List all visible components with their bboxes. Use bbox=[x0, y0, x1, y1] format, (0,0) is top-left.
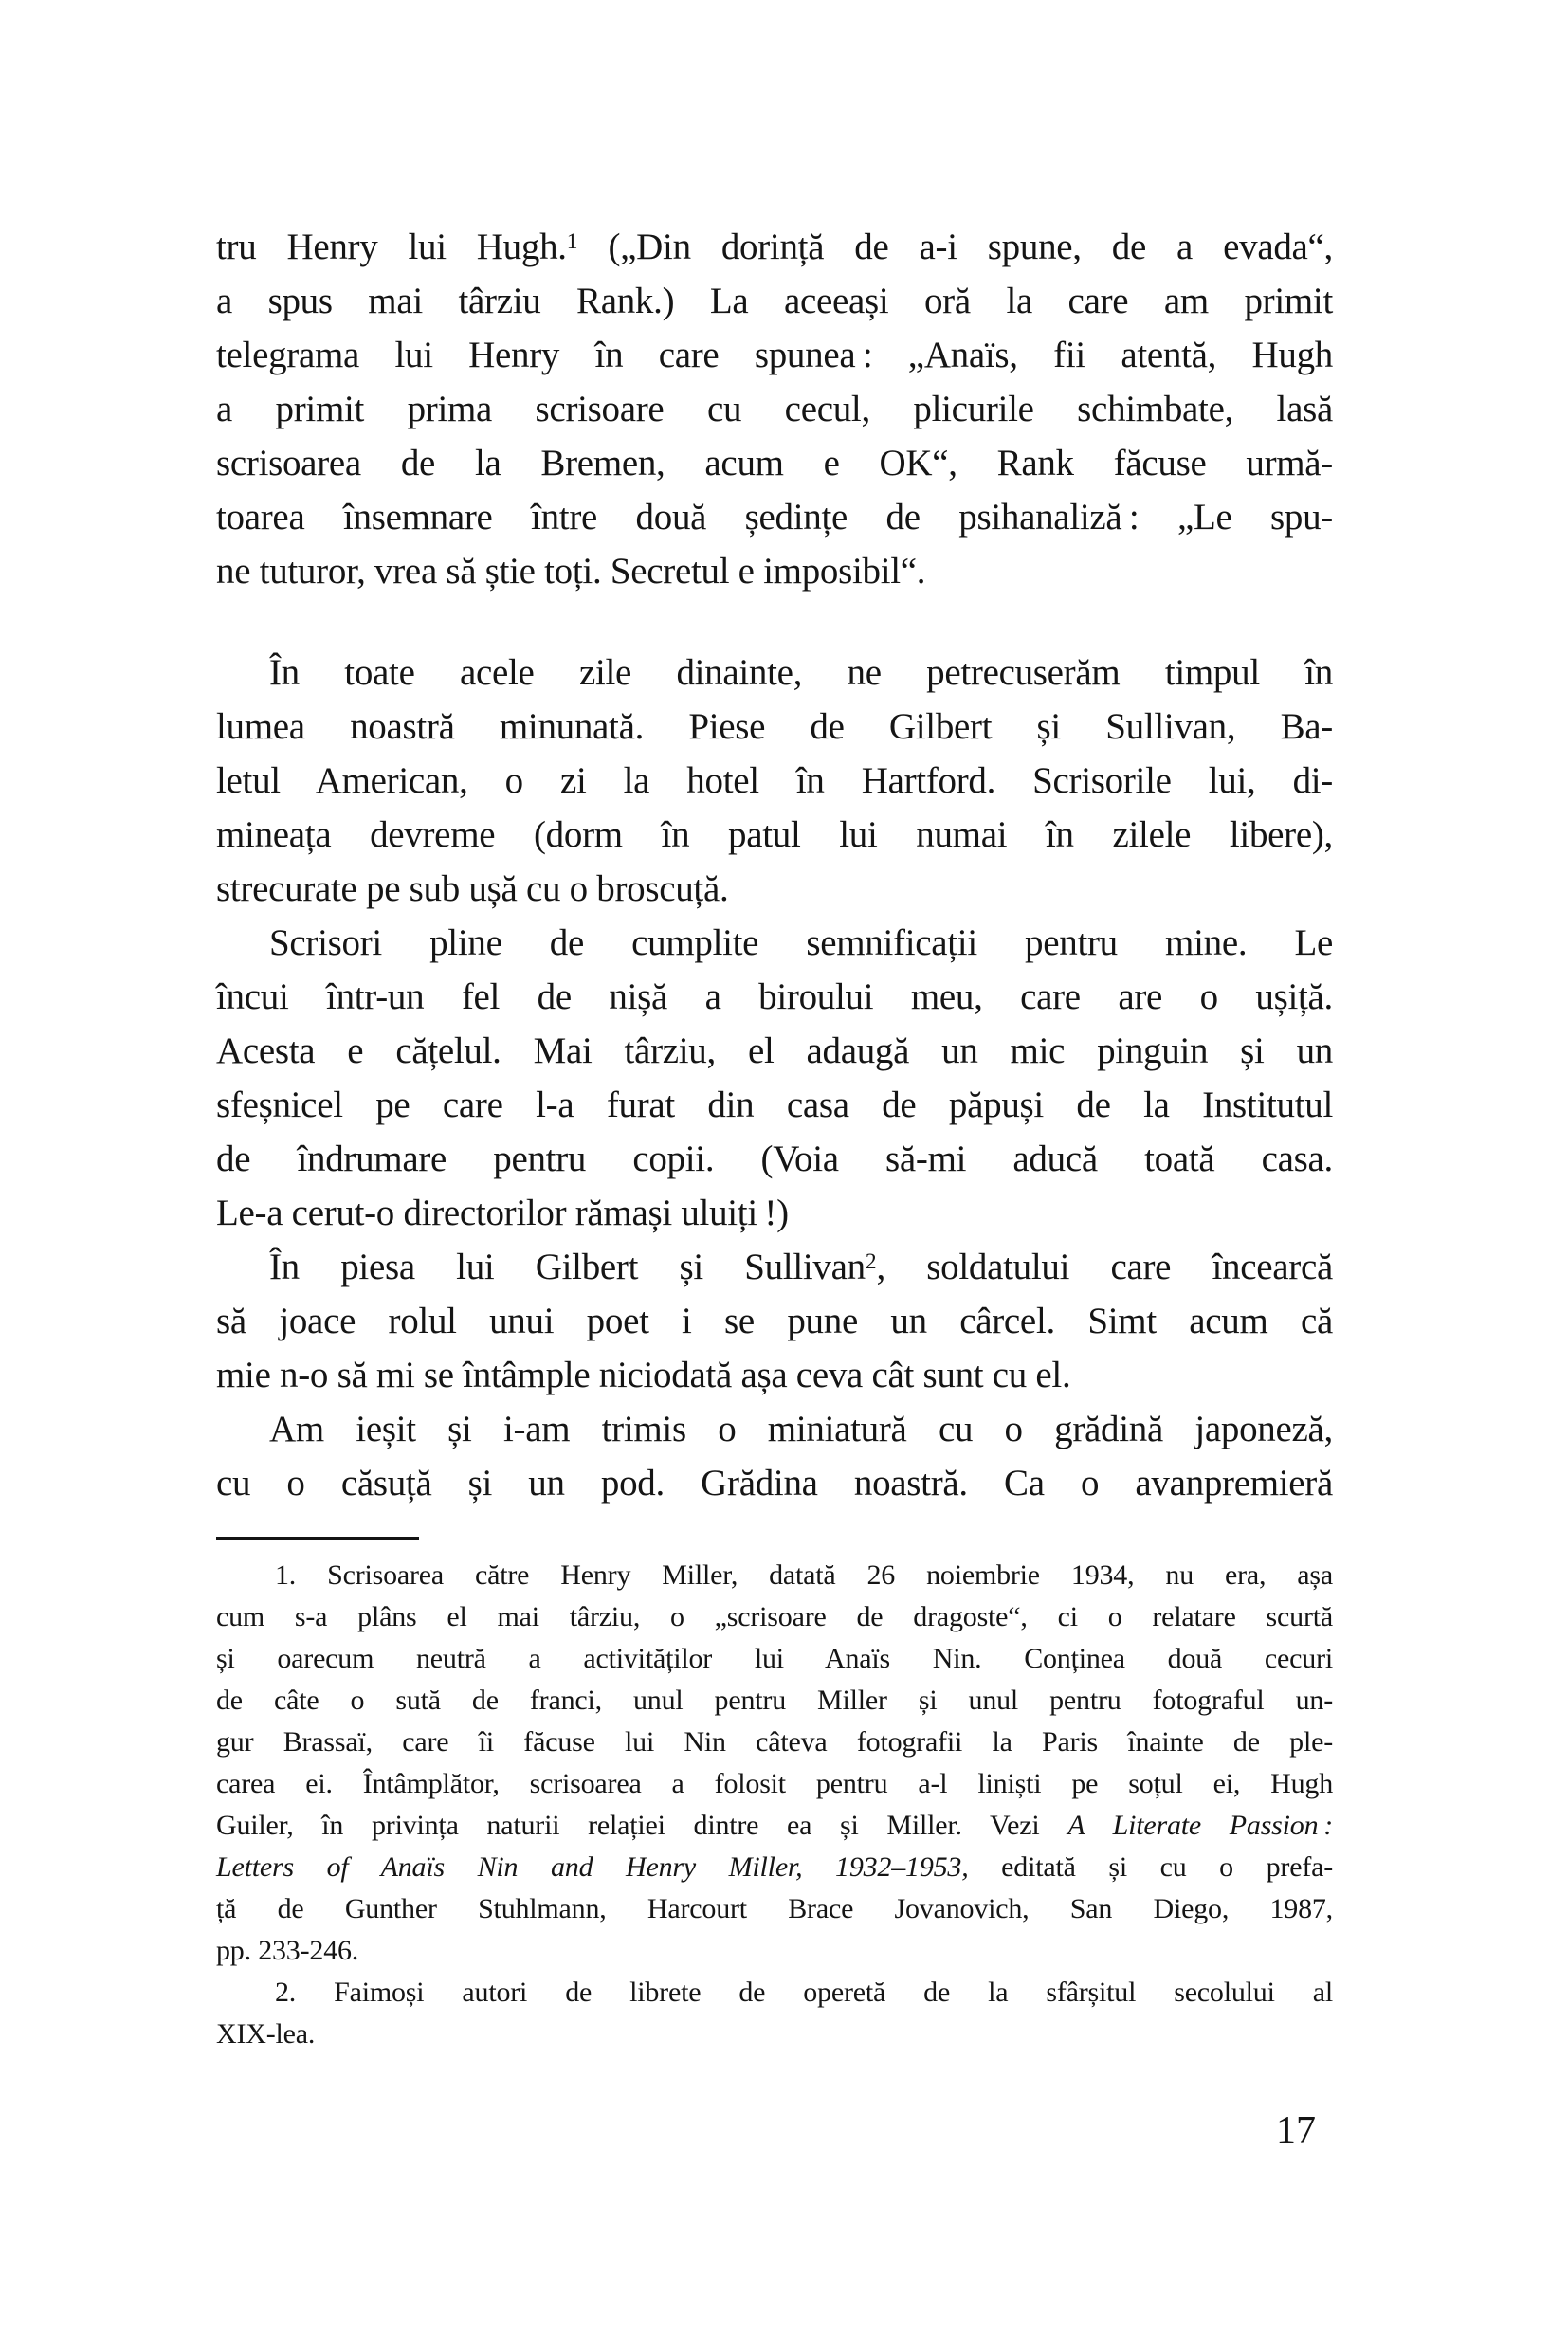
text-line bbox=[216, 490, 1333, 544]
text-segment: În toate acele zile dinainte, ne petrecuserăm timpul în bbox=[269, 652, 1333, 693]
footnote-marker: 2 bbox=[865, 1249, 877, 1275]
paragraph bbox=[216, 1402, 1333, 1510]
text-line bbox=[216, 1402, 1333, 1456]
text-segment: Guiler, în privința naturii relației dintre ea și Miller. Vezi bbox=[216, 1810, 1068, 1841]
page-number: 17 bbox=[1276, 2109, 1316, 2153]
text-line bbox=[216, 2014, 1333, 2055]
text-segment: scrisoarea de la Bremen, acum e OK“, Rank făcuse urmă- bbox=[216, 443, 1333, 483]
text-line bbox=[216, 700, 1333, 754]
text-segment: Scrisori pline de cumplite semnificații pentru mine. Le bbox=[269, 922, 1333, 963]
text-segment: editată și cu o prefa- bbox=[968, 1851, 1334, 1883]
text-segment: , soldatului care încearcă bbox=[876, 1247, 1333, 1287]
text-line bbox=[216, 1722, 1333, 1763]
text-segment: pp. 233-246. bbox=[216, 1935, 359, 1966]
text-line bbox=[216, 1078, 1333, 1132]
text-segment: A Literate Passion : bbox=[1067, 1810, 1333, 1841]
text-line bbox=[216, 1240, 1333, 1294]
text-segment: sfeșnicel pe care l-a furat din casa de păpuși de la Institutul bbox=[216, 1084, 1333, 1125]
text-segment: Acesta e cățelul. Mai târziu, el adaugă un mic pinguin și un bbox=[216, 1030, 1333, 1071]
footnotes bbox=[216, 1555, 1333, 2055]
paragraph bbox=[216, 1555, 1333, 1972]
text-line bbox=[216, 754, 1333, 808]
paragraph bbox=[216, 220, 1333, 598]
text-segment: gur Brassaï, care îi făcuse lui Nin câteva fotografii la Paris înainte de ple- bbox=[216, 1726, 1333, 1758]
paragraph bbox=[216, 646, 1333, 916]
text-segment: În piesa lui Gilbert și Sullivan bbox=[269, 1247, 866, 1287]
text-line bbox=[216, 328, 1333, 382]
text-segment: cum s-a plâns el mai târziu, o „scrisoare de dragoste“, ci o relatare scurtă bbox=[216, 1601, 1333, 1632]
text-segment: toarea însemnare între două ședințe de psihanaliză : „Le spu- bbox=[216, 497, 1333, 538]
text-line bbox=[216, 1132, 1333, 1186]
text-segment: strecurate pe sub ușă cu o broscuță. bbox=[216, 868, 729, 909]
text-segment: Le-a cerut-o directorilor rămași uluiți !) bbox=[216, 1193, 789, 1233]
text-line bbox=[216, 1596, 1333, 1638]
text-segment: lumea noastră minunată. Piese de Gilbert și Sullivan, Ba- bbox=[216, 706, 1333, 747]
text-segment: a spus mai târziu Rank.) La aceeași oră la care am primit bbox=[216, 281, 1333, 321]
text-line bbox=[216, 1805, 1333, 1847]
paragraph bbox=[216, 1240, 1333, 1402]
text-line bbox=[216, 1024, 1333, 1078]
footnote-marker: 1 bbox=[566, 229, 578, 255]
text-segment: de îndrumare pentru copii. (Voia să-mi aducă toată casa. bbox=[216, 1139, 1333, 1179]
text-line bbox=[216, 1456, 1333, 1510]
text-line bbox=[216, 862, 1333, 916]
text-line bbox=[216, 382, 1333, 436]
text-line bbox=[216, 1348, 1333, 1402]
text-line bbox=[216, 1930, 1333, 1972]
text-segment: încui într-un fel de nișă a biroului meu, care are o ușiță. bbox=[216, 976, 1333, 1017]
text-segment: carea ei. Întâmplător, scrisoarea a folosit pentru a-l liniști pe soțul ei, Hugh bbox=[216, 1768, 1333, 1799]
text-segment: a primit prima scrisoare cu cecul, plicurile schimbate, lasă bbox=[216, 389, 1333, 429]
text-segment: mie n-o să mi se întâmple niciodată așa ceva cât sunt cu el. bbox=[216, 1355, 1071, 1395]
text-line bbox=[216, 808, 1333, 862]
text-line bbox=[216, 544, 1333, 598]
text-line bbox=[216, 970, 1333, 1024]
paragraph bbox=[216, 916, 1333, 1240]
text-line bbox=[216, 274, 1333, 328]
text-segment: tru Henry lui Hugh. bbox=[216, 227, 567, 267]
text-line bbox=[216, 1888, 1333, 1930]
text-line bbox=[216, 436, 1333, 490]
paragraph bbox=[216, 1972, 1333, 2055]
text-segment: cu o căsuță și un pod. Grădina noastră. Ca o avanpremieră bbox=[216, 1463, 1333, 1504]
text-segment: („Din dorință de a-i spune, de a evada“, bbox=[577, 227, 1334, 267]
text-segment: mineața devreme (dorm în patul lui numai în zilele libere), bbox=[216, 814, 1333, 855]
text-line bbox=[216, 1555, 1333, 1596]
text-line bbox=[216, 1186, 1333, 1240]
text-line bbox=[216, 1847, 1333, 1888]
text-line bbox=[216, 220, 1333, 274]
text-line bbox=[216, 1638, 1333, 1680]
text-line bbox=[216, 1763, 1333, 1805]
text-segment: de câte o sută de franci, unul pentru Miller și unul pentru fotograful un- bbox=[216, 1685, 1333, 1716]
text-segment: Letters of Anaïs Nin and Henry Miller, 1932–1953, bbox=[216, 1851, 969, 1883]
text-segment: telegrama lui Henry în care spunea : „Anaïs, fii atentă, Hugh bbox=[216, 335, 1333, 375]
text-segment: XIX-lea. bbox=[216, 2018, 316, 2050]
text-segment: să joace rolul unui poet i se pune un cârcel. Simt acum că bbox=[216, 1301, 1333, 1341]
text-segment: letul American, o zi la hotel în Hartford. Scrisorile lui, di- bbox=[216, 760, 1333, 801]
text-line bbox=[216, 916, 1333, 970]
text-segment: și oarecum neutră a activităților lui Anaïs Nin. Conținea două cecuri bbox=[216, 1643, 1333, 1674]
text-segment: ță de Gunther Stuhlmann, Harcourt Brace Jovanovich, San Diego, 1987, bbox=[216, 1893, 1333, 1924]
text-line bbox=[216, 1680, 1333, 1722]
main-text bbox=[216, 220, 1333, 1510]
text-line bbox=[216, 1294, 1333, 1348]
footnote-separator bbox=[216, 1537, 419, 1540]
text-segment: Am ieșit și i-am trimis o miniatură cu o grădină japoneză, bbox=[269, 1409, 1333, 1449]
text-line bbox=[216, 1972, 1333, 2014]
text-line bbox=[216, 646, 1333, 700]
text-segment: 1. Scrisoarea către Henry Miller, datată 26 noiembrie 1934, nu era, așa bbox=[275, 1559, 1333, 1591]
text-segment: ne tuturor, vrea să știe toți. Secretul e imposibil“. bbox=[216, 551, 926, 592]
text-segment: 2. Faimoși autori de librete de operetă de la sfârșitul secolului al bbox=[275, 1977, 1333, 2008]
